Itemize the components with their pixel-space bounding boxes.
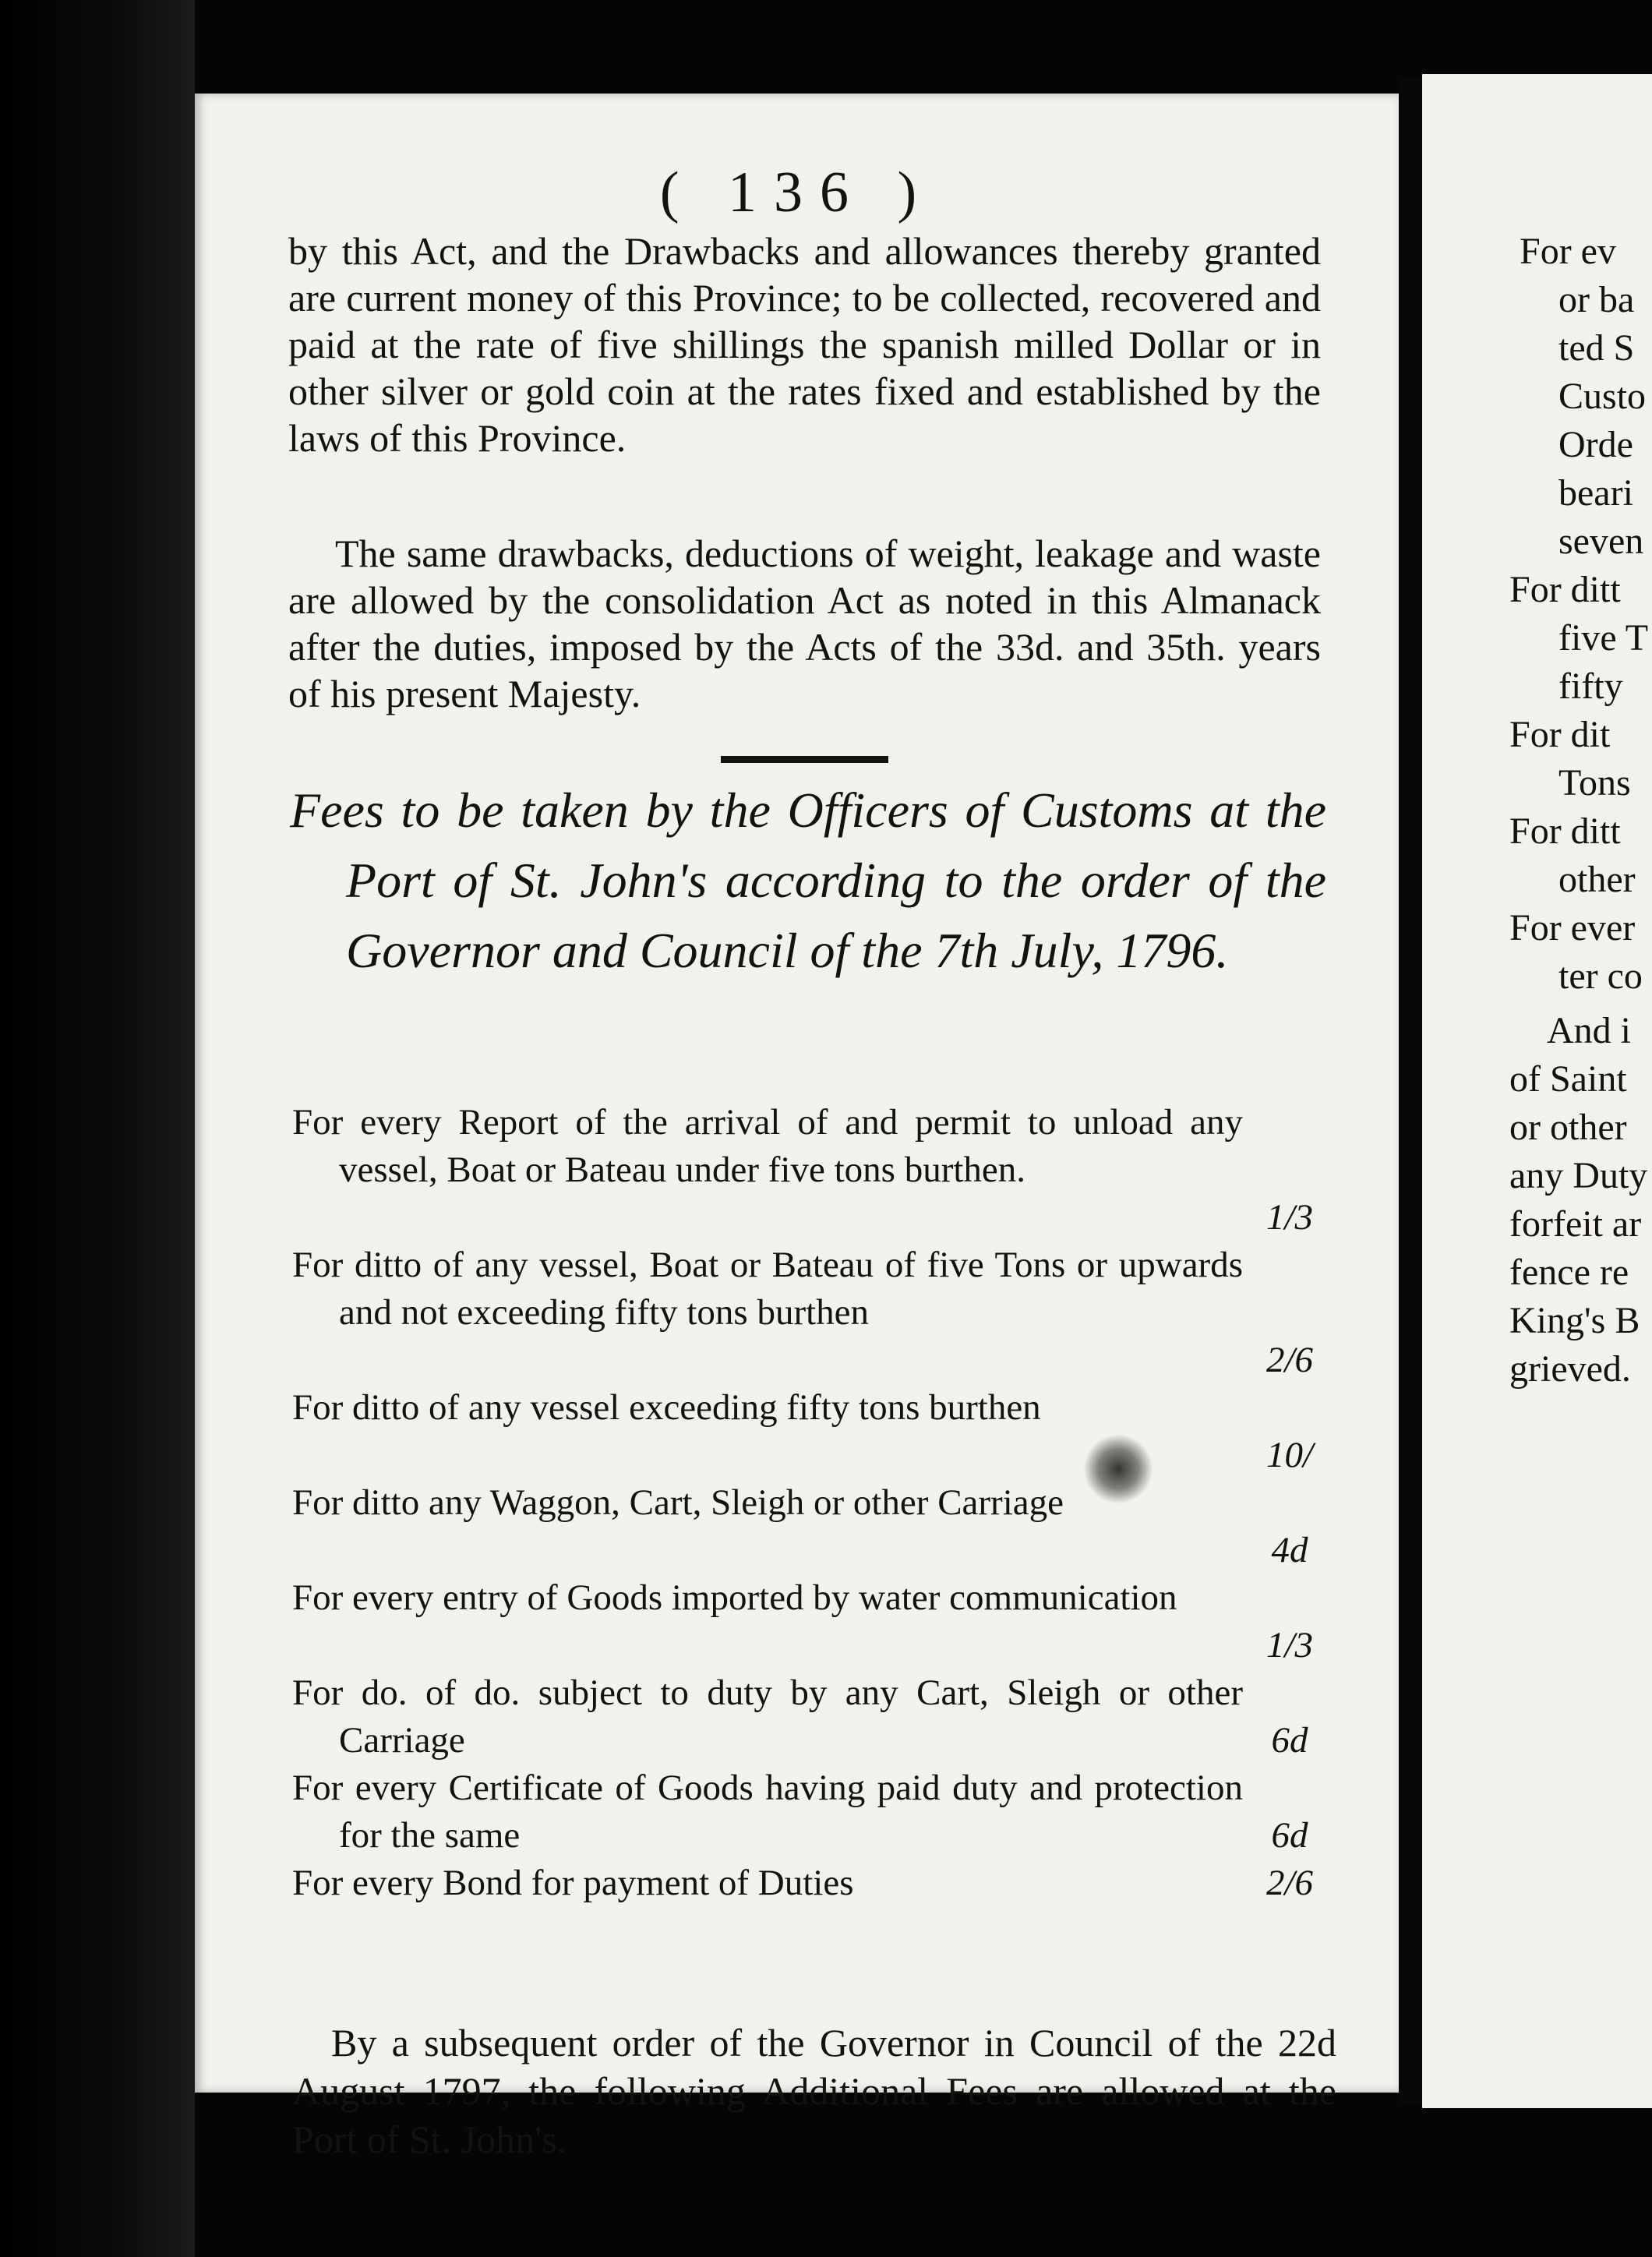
right-page-line: And i xyxy=(1547,1010,1631,1051)
fee-row xyxy=(292,1384,1336,1479)
fee-row xyxy=(292,1764,1336,1860)
right-page-line: beari xyxy=(1558,472,1633,514)
page-gutter xyxy=(1399,78,1422,2104)
right-page-line: other xyxy=(1558,859,1636,900)
right-page xyxy=(1422,74,1652,2108)
right-page-line: For dit xyxy=(1509,714,1611,755)
book-edge xyxy=(0,0,195,2257)
paragraph-1 xyxy=(288,228,1321,461)
fee-amount: 6d xyxy=(1271,1720,1308,1761)
fee-amount: 10/ xyxy=(1265,1435,1314,1475)
right-page-line: forfeit ar xyxy=(1509,1203,1642,1245)
fee-row xyxy=(292,1574,1336,1669)
right-page-line: For ditt xyxy=(1509,569,1621,610)
right-page-line: King's B xyxy=(1509,1300,1640,1341)
fee-description: For ditto any Waggon, Cart, Sleigh or other Carriage xyxy=(292,1482,1064,1523)
right-page-line: Tons xyxy=(1558,762,1631,804)
right-page-line: seven xyxy=(1558,521,1644,562)
right-page-line: or ba xyxy=(1558,279,1635,320)
section-rule xyxy=(721,756,888,763)
right-page-line: or other xyxy=(1509,1107,1627,1148)
fee-description: For every entry of Goods imported by water communication xyxy=(292,1577,1177,1618)
fee-amount: 2/6 xyxy=(1265,1340,1314,1380)
closing-paragraph xyxy=(292,2019,1336,2163)
ink-blot xyxy=(1083,1434,1153,1504)
fee-description: For ditto of any vessel exceeding fifty tons burthen xyxy=(292,1387,1041,1428)
right-page-line: grieved. xyxy=(1509,1348,1631,1390)
right-page-line: fifty xyxy=(1558,666,1623,707)
section-heading xyxy=(290,775,1326,986)
fee-row xyxy=(292,1242,1336,1384)
right-page-line: ted S xyxy=(1558,327,1635,369)
right-page-line: For ev xyxy=(1520,231,1616,272)
fee-row xyxy=(292,1860,1336,1907)
fee-amount: 6d xyxy=(1271,1815,1308,1856)
right-page-line: Orde xyxy=(1558,424,1633,465)
right-page-line: For ever xyxy=(1509,907,1636,948)
fee-amount: 4d xyxy=(1271,1530,1308,1570)
fee-description: For do. of do. subject to duty by any Cart, Sleigh or other Carriage xyxy=(292,1672,1243,1761)
fee-amount: 2/6 xyxy=(1265,1863,1314,1903)
fee-amount: 1/3 xyxy=(1265,1625,1314,1665)
left-page xyxy=(195,94,1399,2161)
page-number: ( 136 ) xyxy=(659,161,934,224)
right-page-line: fence re xyxy=(1509,1252,1629,1293)
right-page-text xyxy=(1422,74,1652,2108)
paragraph-text: The same drawbacks, deductions of weight, leakage and waste are allowed by the consolidation Act as noted in this Almanack after the duties, imposed by the Acts of the 33d. and 35th. years of his present Majesty. xyxy=(288,532,1321,715)
right-page-line: Custo xyxy=(1558,376,1647,417)
fee-list xyxy=(292,1099,1336,1907)
right-page-line: five T xyxy=(1558,617,1649,659)
fee-row xyxy=(292,1099,1336,1242)
fee-description: For every Report of the arrival of and permit to unload any vessel, Boat or Bateau under five tons burthen. xyxy=(292,1102,1243,1190)
right-page-line: For ditt xyxy=(1509,811,1621,852)
paragraph-2 xyxy=(288,530,1321,717)
fee-description: For every Bond for payment of Duties xyxy=(292,1863,854,1903)
fee-row xyxy=(292,1479,1336,1574)
fee-row xyxy=(292,1669,1336,1764)
right-page-line: of Saint xyxy=(1509,1058,1627,1100)
fee-amount: 1/3 xyxy=(1265,1197,1314,1238)
fee-description: For every Certificate of Goods having paid duty and protection for the same xyxy=(292,1768,1243,1856)
paragraph-text: by this Act, and the Drawbacks and allowances thereby granted are current money of this Province; to be collected, recovered and paid at the rate of five shillings the spanish milled Dollar or in other silver or gold coin at the rates fixed and established by the laws of this Province. xyxy=(288,229,1321,460)
fee-description: For ditto of any vessel, Boat or Bateau of five Tons or upwards and not exceeding fifty tons burthen xyxy=(292,1245,1243,1333)
heading-text: Fees to be taken by the Officers of Customs at the Port of St. John's according to the order of the Governor and Council of the 7th July, 1796. xyxy=(290,782,1326,978)
right-page-line: ter co xyxy=(1558,955,1643,997)
closing-text: By a subsequent order of the Governor in Council of the 22d August 1797, the following Additional Fees are allowed at the Port of St. John's. xyxy=(292,2021,1336,2161)
right-page-line: any Duty xyxy=(1509,1155,1648,1196)
